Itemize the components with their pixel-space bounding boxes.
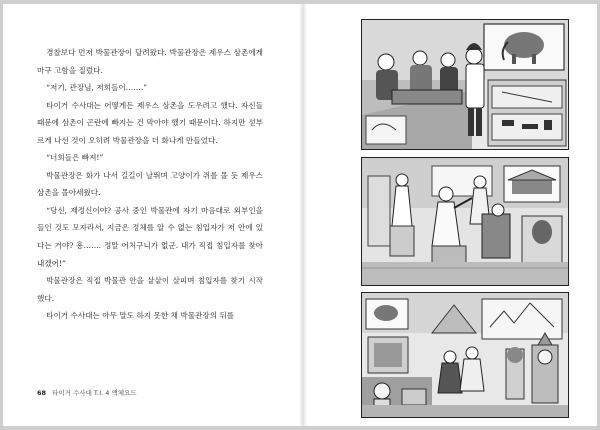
illustration-panel-2 bbox=[361, 157, 569, 286]
left-page-text bbox=[37, 44, 263, 325]
illustration-panel-3 bbox=[361, 292, 569, 418]
paragraph: “당신, 제정신이야? 공사 중인 박물관에 자기 마음대로 외부인을 들인 것도 모자라서, 지금은 정체를 알 수 없는 침입자가 저 안에 있다는 거야? 흥……. 정말 어처구니가 없군. 내가 직접 침입자를 찾아내겠어!” bbox=[37, 205, 263, 268]
egyptian-room-illustration bbox=[362, 293, 568, 417]
paragraph: 경찰보다 먼저 박물관장이 달려왔다. 박물관장은 제우스 삼촌에게 마구 고함을 질렀다. bbox=[37, 48, 263, 75]
book-gutter bbox=[299, 4, 307, 426]
statue-hall-illustration bbox=[362, 158, 568, 285]
page-number: 68 bbox=[37, 389, 47, 397]
illustration-panel-1 bbox=[361, 19, 569, 150]
book-spread bbox=[3, 4, 597, 426]
paragraph: 타이거 수사대는 어떻게든 제우스 삼촌을 도우려고 했다. 자신들 때문에 삼촌이 곤란에 빠지는 건 막아야 했기 때문이다. 하지만 섣부르게 나선 것이 오히려 박물관장을 더 화나게 만들었다. bbox=[37, 100, 263, 145]
running-title: 타이거 수사대 T.I. 4 액체요드 bbox=[52, 389, 137, 397]
paragraph: 박물관장은 직접 박물관 안을 샅샅이 살피며 침입자를 찾기 시작했다. bbox=[37, 276, 263, 303]
office-scene-illustration bbox=[362, 20, 568, 149]
paragraph: “저기, 관장님, 저희들이…….” bbox=[46, 83, 148, 93]
page-footer bbox=[37, 388, 137, 397]
paragraph: “너희들은 빠져!” bbox=[46, 153, 104, 163]
paragraph: 타이거 수사대는 아무 말도 하지 못한 채 박물관장의 뒤를 bbox=[46, 311, 235, 321]
paragraph: 박물관장은 화가 나서 길길이 날뛰며 고양이가 쥐를 몰 듯 제우스 삼촌을 몰아세웠다. bbox=[37, 170, 263, 198]
